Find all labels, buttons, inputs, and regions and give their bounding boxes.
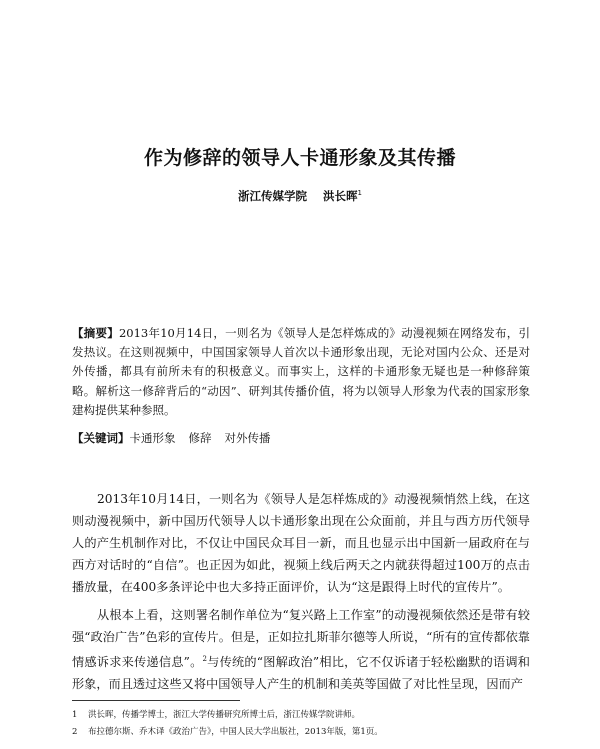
footnote-number: 1	[72, 710, 78, 720]
footnote-text: 布拉德尔斯、乔木译《政治广告》，中国人民大学出版社，2013年版，第1页。	[88, 727, 383, 737]
keyword-item: 对外传播	[224, 431, 271, 445]
footnote-divider	[72, 700, 240, 701]
keywords-label: 【关键词】	[72, 431, 130, 445]
body-paragraph-part: 与传统的“图解政治”相比，它不仅诉诸于轻松幽默的语调和形象，而且透过这些又将中国领导人产生的机制和美英等国做了对比性呈现，因而产	[72, 655, 530, 692]
body-paragraph-part: 从根本上看，这则署名制作单位为“复兴路上工作室”的动漫视频依然还是带有较强“政治广告”色彩的宣传片。但是，正如拉扎斯菲尔德等人所说，“所有的宣传都依靠情感诉求来传递信息”。	[72, 608, 530, 670]
abstract-label: 【摘要】	[72, 326, 119, 340]
citation-mark: 2	[202, 655, 207, 663]
author-footnote-mark: 1	[357, 189, 362, 198]
footnote-text: 洪长晖，传播学博士，浙江大学传播研究所博士后，浙江传媒学院讲师。	[88, 710, 361, 720]
author-affiliation: 浙江传媒学院	[238, 189, 308, 203]
keyword-item: 修辞	[188, 431, 212, 445]
keywords	[72, 429, 530, 448]
footnotes	[72, 707, 542, 741]
paper-title: 作为修辞的领导人卡通形象及其传播	[143, 147, 456, 169]
footnote	[72, 724, 542, 741]
footnote-number: 2	[72, 727, 78, 737]
author-name: 洪长晖	[323, 189, 358, 203]
byline	[0, 188, 600, 204]
body-text	[72, 488, 530, 695]
body-paragraph	[72, 604, 530, 695]
footnote	[72, 707, 542, 724]
body-paragraph: 2013年10月14日，一则名为《领导人是怎样炼成的》动漫视频悄然上线，在这则动漫视频中，新中国历代领导人以卡通形象出现在公众面前，并且与西方历代领导人的产生机制作对比，不仅让中国民众耳目一新，而且也显示出中国新一届政府在与西方对话时的“自信”。也正因为如此，视频上线后两天之内就获得超过100万的点击播放量，在400多条评论中也大多持正面评价，认为“这是跟得上时代的宣传片”。	[72, 492, 530, 594]
keyword-item: 卡通形象	[129, 431, 176, 445]
abstract	[72, 324, 530, 420]
abstract-text: 2013年10月14日，一则名为《领导人是怎样炼成的》动漫视频在网络发布，引发热议。在这则视频中，中国国家领导人首次以卡通形象出现，无论对国内公众、还是对外传播，都具有前所未有的积极意义。而事实上，这样的卡通形象无疑也是一种修辞策略。解析这一修辞背后的“动因”、研判其传播价值，将为以领导人形象为代表的国家形象建构提供某种参照。	[72, 326, 531, 417]
